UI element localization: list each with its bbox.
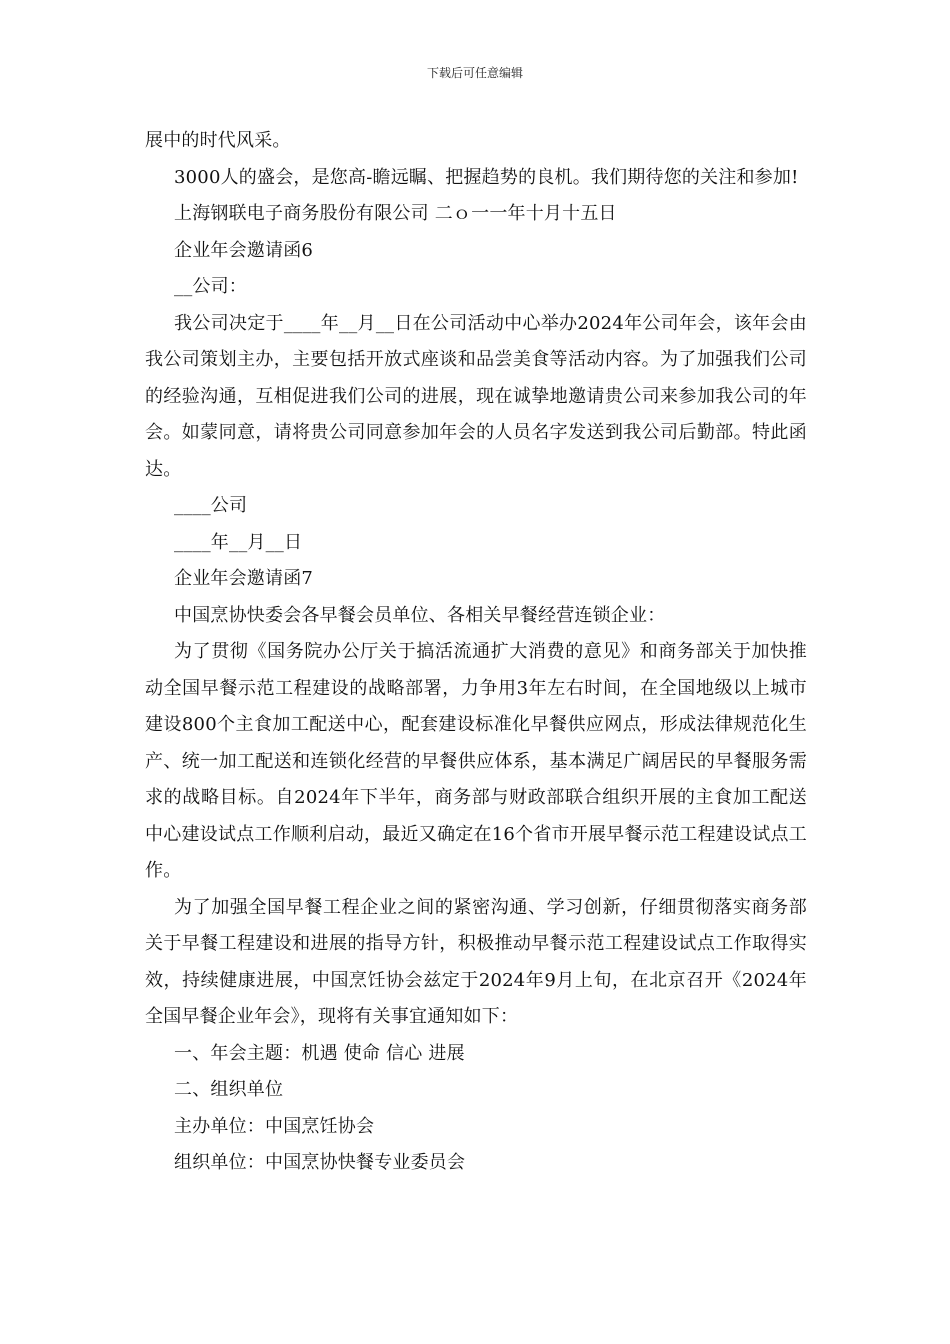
- recipients-line: 中国烹协快委会各早餐会员单位、各相关早餐经营连锁企业：: [174, 604, 666, 626]
- paragraph-purpose: 为了加强全国早餐工程企业之间的紧密沟通、学习创新，仔细贯彻落实商务部关于早餐工程建设和进展的指导方针，积极推动早餐示范工程建设试点工作取得实效，持续健康进展，中国烹饪协会兹定于2024年9月上旬，在北京召开《2024年全国早餐企业年会》，现将有关事宜通知如下：: [145, 896, 807, 1027]
- item-organizers: 二、组织单位: [174, 1079, 284, 1100]
- salutation: __公司：: [174, 276, 247, 297]
- date-blank: ____年__月__日: [174, 531, 303, 553]
- section-heading-7: 企业年会邀请函7: [174, 568, 314, 589]
- paragraph-invitation-6: 我公司决定于____年__月__日在公司活动中心举办2024年公司年会，该年会由我公司策划主办，主要包括开放式座谈和品尝美食等活动内容。为了加强我们公司的经验沟通，互相促进我们公司的进展，现在诚挚地邀请贵公司来参加我公司的年会。如蒙同意，请将贵公司同意参加年会的人员名字发送到我公司后勤部。特此函达。: [145, 312, 807, 480]
- item-organizing-unit: 组织单位：中国烹协快餐专业委员会: [174, 1152, 466, 1173]
- paragraph-background: 为了贯彻《国务院办公厅关于搞活流通扩大消费的意见》和商务部关于加快推动全国早餐示范工程建设的战略部署，力争用3年左右时间，在全国地级以上城市建设800个主食加工配送中心，配套建设标准化早餐供应网点，形成法律规范化生产、统一加工配送和连锁化经营的早餐供应体系，基本满足广阔居民的早餐服务需求的战略目标。自2024年下半年，商务部与财政部联合组织开展的主食加工配送中心建设试点工作顺利启动，最近又确定在16个省市开展早餐示范工程建设试点工作。: [145, 641, 807, 881]
- document-body: [145, 123, 807, 1182]
- item-host: 主办单位：中国烹饪协会: [174, 1115, 375, 1137]
- signature-line: 上海钢联电子商务股份有限公司 二ｏ一一年十月十五日: [174, 203, 617, 224]
- page-header: 下载后可任意编辑: [426, 66, 523, 80]
- paragraph-continuation: 展中的时代风采。: [145, 130, 291, 151]
- section-heading-6: 企业年会邀请函6: [174, 239, 314, 261]
- paragraph-event-scale: 3000人的盛会，是您高-瞻远瞩、把握趋势的良机。我们期待您的关注和参加!: [174, 166, 799, 188]
- item-theme: 一、年会主题：机遇 使命 信心 进展: [174, 1042, 465, 1064]
- company-blank: ____公司: [174, 495, 248, 516]
